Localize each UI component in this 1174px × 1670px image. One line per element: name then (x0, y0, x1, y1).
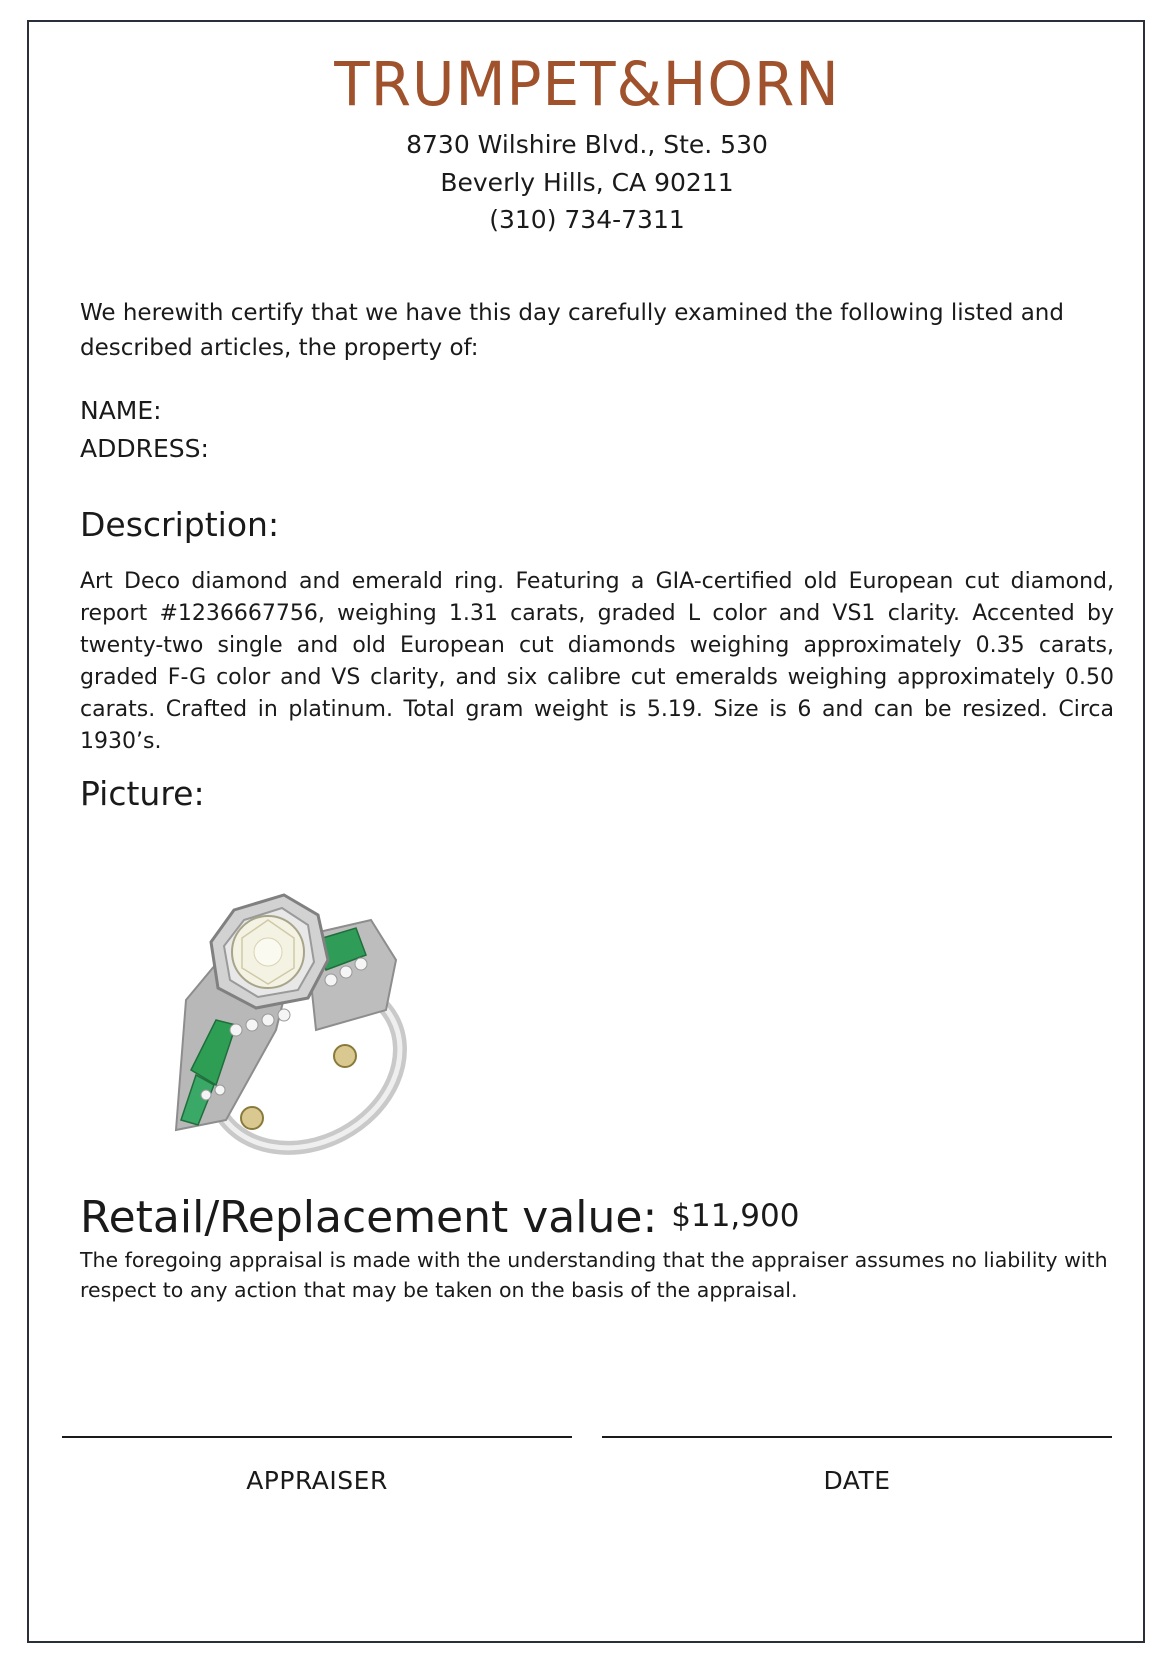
address-line-1: 8730 Wilshire Blvd., Ste. 530 (406, 130, 768, 159)
certification-intro: We herewith certify that we have this day carefully examined the following listed and described articles, the property of: (80, 300, 1064, 361)
disclaimer-text: The foregoing appraisal is made with the understanding that the appraiser assumes no liability with respect to any action that may be taken on the basis of the appraisal. (80, 1248, 1108, 1302)
description-text: Art Deco diamond and emerald ring. Featuring a GIA-certified old European cut diamond, report #1236667756, weighing 1.31 carats, graded L color and VS1 clarity. Accented by twenty-two single and old European cut diamonds weighing approximately 0.35 carats, graded F-G color and VS clarity, and six calibre cut emeralds weighing approximately 0.50 carats. Crafted in platinum. Total gram weight is 5.19. Size is 6 and can be resized. Circa 1930’s. (80, 569, 1114, 754)
brand-logo: TRUMPET&HORN (334, 48, 840, 120)
ring-photo (156, 880, 426, 1180)
address-label: ADDRESS: (80, 434, 209, 463)
document-border (27, 20, 1145, 1643)
appraiser-label: APPRAISER (246, 1466, 388, 1495)
phone-number: (310) 734-7311 (489, 205, 685, 234)
picture-heading: Picture: (80, 774, 205, 813)
name-label: NAME: (80, 396, 162, 425)
retail-value-amount: $11,900 (671, 1198, 800, 1234)
date-label: DATE (823, 1466, 891, 1495)
address-line-2: Beverly Hills, CA 90211 (440, 168, 734, 197)
retail-value-label: Retail/Replacement value: (80, 1192, 658, 1243)
date-signature-line (602, 1436, 1112, 1438)
retail-value (80, 1192, 799, 1243)
description-heading: Description: (80, 505, 280, 544)
appraiser-signature-line (62, 1436, 572, 1438)
